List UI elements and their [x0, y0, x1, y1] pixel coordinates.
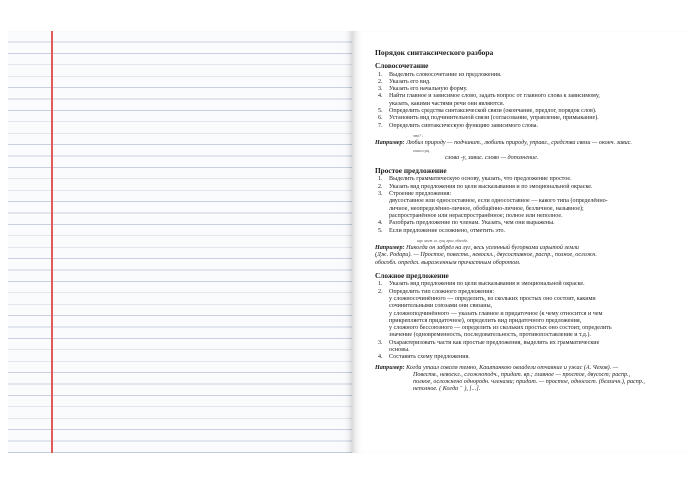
example-label: Например: [375, 245, 405, 252]
list-item [375, 340, 680, 347]
list-item [375, 318, 680, 325]
item-text: Указать вид предложения по цели высказывания и по эмоциональной окраске. [389, 183, 593, 190]
item-text: основы. [389, 346, 410, 353]
list-item [375, 72, 680, 79]
list-item [375, 198, 680, 205]
item-text: Выделить грамматическую основу, указать, что предложение простое. [389, 176, 572, 183]
list-item [375, 332, 680, 339]
list-item [375, 206, 680, 213]
item-text: Если предложение осложнено, отметить это. [389, 227, 506, 234]
list-item [375, 93, 680, 100]
item-text: Определить средства синтаксической связи (окончание, предлог, порядок слов). [389, 108, 597, 115]
example-line: полное, осложнено однородн. членами; придат. — простое, односост. (безличн.), распр., [413, 379, 645, 386]
section-heading-complex-sentence: Сложное предложение [375, 271, 449, 281]
item-number: 1. [378, 71, 383, 78]
example-line: Повеств., невоскл., сложноподч., придат. вр.; главное — простое, двусост; распр., [413, 371, 631, 378]
item-text: Указать его вид. [389, 78, 431, 85]
notebook-spread [8, 31, 692, 453]
item-text: Определить синтаксическую функцию зависимого слова. [389, 122, 538, 129]
item-text: двусоставное или односоставное, если односоставное — какого типа (определённо- [389, 198, 608, 205]
item-number: 4. [378, 354, 383, 361]
list-item [375, 101, 680, 108]
complex-sentence-example [375, 365, 680, 394]
page-title: Порядок синтаксического разбора [375, 48, 494, 57]
item-number: 1. [378, 176, 383, 183]
list-item [375, 281, 680, 288]
item-text: Указать вид предложения по цели высказывания и эмоциональной окраске. [389, 281, 585, 288]
item-text: Разобрать предложение по членам. Указать, чем они выражены. [389, 220, 555, 227]
item-text: значение (одновременность, последовательность, противопоставление и т.д.). [389, 332, 591, 339]
item-number: 3. [378, 86, 383, 93]
item-text: у сложного бессоюзного — определить из скольких простых оно состоит, определить [389, 325, 612, 332]
list-item [375, 311, 680, 318]
item-text: Охарактеризовать части как простые предложения, выделить их грамматические [389, 339, 600, 346]
example-annotation: что? ↓ [413, 133, 424, 138]
list-item [375, 184, 680, 191]
list-item [375, 123, 680, 130]
red-margin-line [51, 31, 53, 453]
item-number: 1. [378, 281, 383, 288]
simple-sentence-steps-list [375, 176, 680, 234]
phrase-example [375, 133, 680, 162]
item-number: 4. [378, 93, 383, 100]
item-text: распространённое или нераспространённое; полное или неполное. [389, 212, 563, 219]
list-item [375, 347, 680, 354]
item-text: у сложноподчинённого — указать главное и придаточное (к чему относится и чем [389, 310, 603, 317]
example-line: Любил природу — подчинит., любить природу, управл., средства связи — оконч. завис. [406, 140, 632, 147]
example-line: слова -у, завис. слово — дополнение. [445, 154, 539, 161]
example-line: Никогда он забрёл на луг, весь усеянный бугорками изрытой земли [406, 245, 579, 252]
item-text: прикрепляется придаточное), определить вид придаточного предложения, [389, 317, 582, 324]
page-content [375, 49, 680, 394]
list-item [375, 303, 680, 310]
item-text: личное, неопределённо-личное, обобщённо-личное, безличное, назывное); [389, 205, 584, 212]
example-line: неполное. ( Когда ⁻ ), [...]. [413, 386, 481, 393]
item-text: Определить тип сложного предложения: [389, 288, 495, 295]
example-label: Например: [375, 140, 405, 147]
item-text: Выделить словосочетание из предложения. [389, 71, 502, 78]
list-item [375, 220, 680, 227]
list-item [375, 296, 680, 303]
item-number: 2. [378, 78, 383, 85]
item-number: 2. [378, 288, 383, 295]
phrase-steps-list [375, 72, 680, 130]
example-line: Когда утаил совсем темно, Каштанкою овладели отчаяние и ужас (А. Чехов). — [406, 364, 619, 371]
simple-sentence-example [375, 238, 680, 267]
item-number: 4. [378, 220, 383, 227]
item-text: Указать его начальную форму. [389, 86, 468, 93]
item-text: сочинительными союзами они связаны, [389, 303, 493, 310]
example-line: обособл. определ. выраженным причастным оборотом. [375, 259, 521, 266]
example-line: (Дж. Родари). — Простое, повеств., невоскл., двусоставное, распр., полное, осложн. [375, 252, 597, 259]
item-text: Найти главное и зависимое слово, задать вопрос от главного слова к зависимому, [389, 93, 600, 100]
list-item [375, 176, 680, 183]
item-number: 7. [378, 122, 383, 129]
section-heading-phrase: Словосочетание [375, 61, 429, 71]
item-text: у сложносочинённого — определить, из скольких простых оно состоит, какими [389, 295, 596, 302]
example-label: Например: [375, 364, 405, 371]
example-annotation: глагол сущ. [413, 148, 431, 153]
example-annotation: нар. мест. гл. сущ. прил. обособл. [417, 238, 468, 243]
item-number: 3. [378, 339, 383, 346]
item-number: 5. [378, 108, 383, 115]
item-text: Строение предложения: [389, 191, 452, 198]
printed-page [352, 31, 692, 453]
list-item [375, 228, 680, 235]
list-item [375, 354, 680, 361]
item-number: 2. [378, 183, 383, 190]
list-item [375, 289, 680, 296]
section-heading-simple-sentence: Простое предложение [375, 166, 447, 176]
item-number: 5. [378, 227, 383, 234]
item-text: Установить вид подчинительной связи (согласование, управление, примыкание). [389, 115, 599, 122]
item-number: 6. [378, 115, 383, 122]
item-text: указать, какими частями речи они являются. [389, 100, 505, 107]
item-text: Составить схему предложения. [389, 354, 470, 361]
lined-page [8, 31, 352, 453]
list-item [375, 115, 680, 122]
complex-sentence-steps-list [375, 281, 680, 361]
item-number: 3. [378, 191, 383, 198]
